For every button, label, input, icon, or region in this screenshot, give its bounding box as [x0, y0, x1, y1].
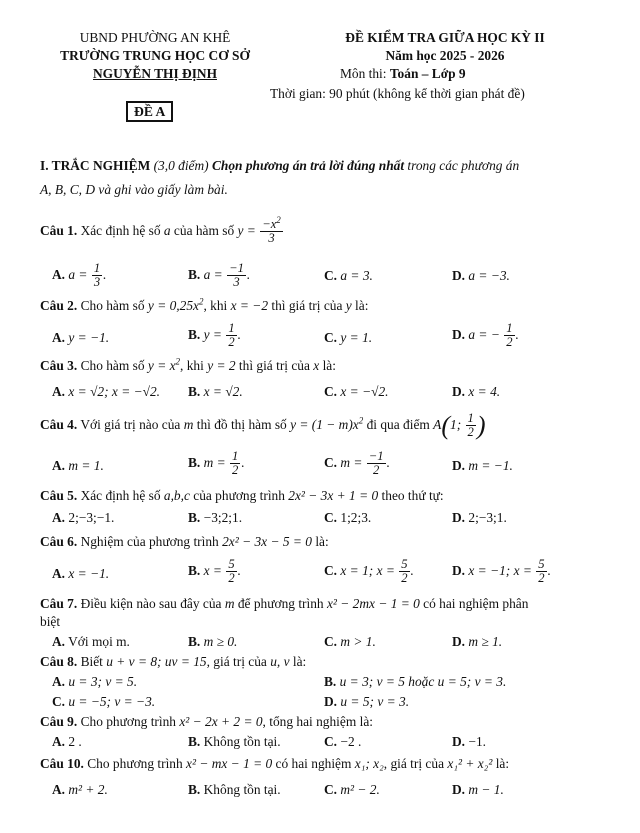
question-1	[40, 214, 284, 246]
question-8: Câu 8. Biết u + v = 8; uv = 15, giá trị của u, v là:	[40, 654, 307, 669]
subject-line	[340, 66, 466, 82]
q4-option-a[interactable]: A. m = 1.	[52, 458, 104, 473]
q2-option-c[interactable]: C. y = 1.	[324, 330, 373, 345]
q7-option-a[interactable]: A. Với mọi m.	[52, 634, 130, 649]
question-7: Câu 7. Điều kiện nào sau đây của m để phương trình x² − 2mx − 1 = 0 có hai nghiệm phân	[40, 596, 529, 611]
q3-option-d[interactable]: D. x = 4.	[452, 384, 501, 399]
subject-label: Môn thi:	[340, 66, 390, 81]
q5-option-c[interactable]: C. 1;2;3.	[324, 510, 372, 525]
q1-label: Câu 1.	[40, 222, 78, 238]
question-4: Câu 4. Với giá trị nào của m thì đồ thị hàm số $y = (1 - m)x^2$ đi qua điểm A(1; $\frac{1}{2}$ )	[40, 410, 486, 440]
q9-option-d[interactable]: D. −1.	[452, 734, 486, 749]
q8-option-d[interactable]: D. u = 5; v = 3.	[324, 694, 410, 709]
question-2: Câu 2. Cho hàm số $y = 0,25x^2$, khi x = −2 thì giá trị của y là:	[40, 296, 369, 313]
q5-option-b[interactable]: B. −3;2;1.	[188, 510, 243, 525]
q4-option-c[interactable]: C. m = $\frac{-1}{2}$ .	[324, 449, 390, 478]
section-instruction-line2: A, B, C, D và ghi vào giấy làm bài.	[40, 182, 228, 197]
q9-option-a[interactable]: A. 2 .	[52, 734, 82, 749]
q7-option-b[interactable]: B. m ≥ 0.	[188, 634, 238, 649]
time-line: Thời gian: 90 phút (không kể thời gian phát đề)	[270, 86, 525, 101]
q5-option-d[interactable]: D. 2;−3;1.	[452, 510, 507, 525]
question-7-line2: biệt	[40, 614, 61, 629]
q7-option-d[interactable]: D. m ≥ 1.	[452, 634, 503, 649]
q6-option-a[interactable]: A. x = −1.	[52, 566, 110, 581]
exam-code-box	[126, 104, 173, 120]
section-title-text: I. TRẮC NGHIỆM	[40, 158, 151, 173]
question-6: Câu 6. Nghiệm của phương trình 2x² − 3x − 5 = 0 là:	[40, 534, 329, 549]
q3-option-c[interactable]: C. x = −√2.	[324, 384, 389, 399]
question-3: Câu 3. Cho hàm số $y = x^2$, khi y = 2 thì giá trị của x là:	[40, 356, 336, 373]
q7-option-c[interactable]: C. m > 1.	[324, 634, 376, 649]
q1-var: a	[163, 222, 171, 238]
q1-text2: của hàm số	[170, 222, 238, 238]
q1-function: y = $\frac{-x^2}{3}$	[237, 214, 281, 246]
q5-option-a[interactable]: A. 2;−3;−1.	[52, 510, 115, 525]
q8-option-c[interactable]: C. u = −5; v = −3.	[52, 694, 156, 709]
q2-option-b[interactable]: B. y = $\frac{1}{2}$ .	[188, 321, 241, 350]
subject-value: Toán – Lớp 9	[389, 66, 466, 81]
q10-option-d[interactable]: D. m − 1.	[452, 782, 504, 797]
q10-option-a[interactable]: A. m² + 2.	[52, 782, 108, 797]
q6-option-b[interactable]: B. x = $\frac{5}{2}$ .	[188, 557, 241, 586]
q10-option-c[interactable]: C. m² − 2.	[324, 782, 380, 797]
q9-option-c[interactable]: C. −2 .	[324, 734, 362, 749]
q8-option-b[interactable]: B. u = 3; v = 5 hoặc u = 5; v = 3.	[324, 674, 507, 689]
question-10: Câu 10. Cho phương trình x² − mx − 1 = 0 có hai nghiệm x₁; x₂, giá trị của x₁² + x₂² là:	[40, 756, 510, 771]
q1-text: Xác định hệ số	[77, 222, 164, 238]
q1-option-a[interactable]: A. a = $\frac{1}{3}$ .	[52, 261, 107, 290]
q3-option-a[interactable]: A. x = √2; x = −√2.	[52, 384, 161, 399]
q3-option-b[interactable]: B. x = √2.	[188, 384, 243, 399]
q1-option-b[interactable]: B. a = $\frac{-1}{3}$ .	[188, 261, 251, 290]
school-name-line2: NGUYỄN THỊ ĐỊNH	[92, 66, 217, 81]
q4-option-d[interactable]: D. m = −1.	[452, 458, 513, 473]
q10-option-b[interactable]: B. Không tồn tại.	[188, 782, 281, 797]
q8-option-a[interactable]: A. u = 3; v = 5.	[52, 674, 138, 689]
school-name-line1: TRƯỜNG TRUNG HỌC CƠ SỞ	[60, 48, 250, 63]
q2-option-a[interactable]: A. y = −1.	[52, 330, 110, 345]
q6-option-d[interactable]: D. x = −1; x = $\frac{5}{2}$ .	[452, 557, 551, 586]
section-instruction-rest: trong các phương án	[404, 158, 520, 173]
question-5: Câu 5. Xác định hệ số a,b,c của phương trình 2x² − 3x + 1 = 0 theo thứ tự:	[40, 488, 444, 503]
section-title	[40, 158, 519, 174]
exam-code: ĐỀ A	[126, 101, 173, 122]
exam-title: ĐỀ KIỂM TRA GIỮA HỌC KỲ II	[345, 30, 545, 45]
q2-option-d[interactable]: D. a = − $\frac{1}{2}$ .	[452, 321, 519, 350]
question-9: Câu 9. Cho phương trình x² − 2x + 2 = 0, tổng hai nghiệm là:	[40, 714, 373, 729]
school-year: Năm học 2025 - 2026	[385, 48, 505, 63]
q4-option-b[interactable]: B. m = $\frac{1}{2}$ .	[188, 449, 245, 478]
school-authority: UBND PHƯỜNG AN KHÊ	[79, 30, 231, 45]
section-instruction-bold: Chọn phương án trả lời đúng nhất	[211, 158, 405, 173]
q9-option-b[interactable]: B. Không tồn tại.	[188, 734, 281, 749]
section-points: (3,0 điểm)	[150, 158, 212, 173]
q6-option-c[interactable]: C. x = 1; x = $\frac{5}{2}$ .	[324, 557, 414, 586]
q1-option-c[interactable]: C. a = 3.	[324, 268, 373, 283]
q1-option-d[interactable]: D. a = −3.	[452, 268, 510, 283]
